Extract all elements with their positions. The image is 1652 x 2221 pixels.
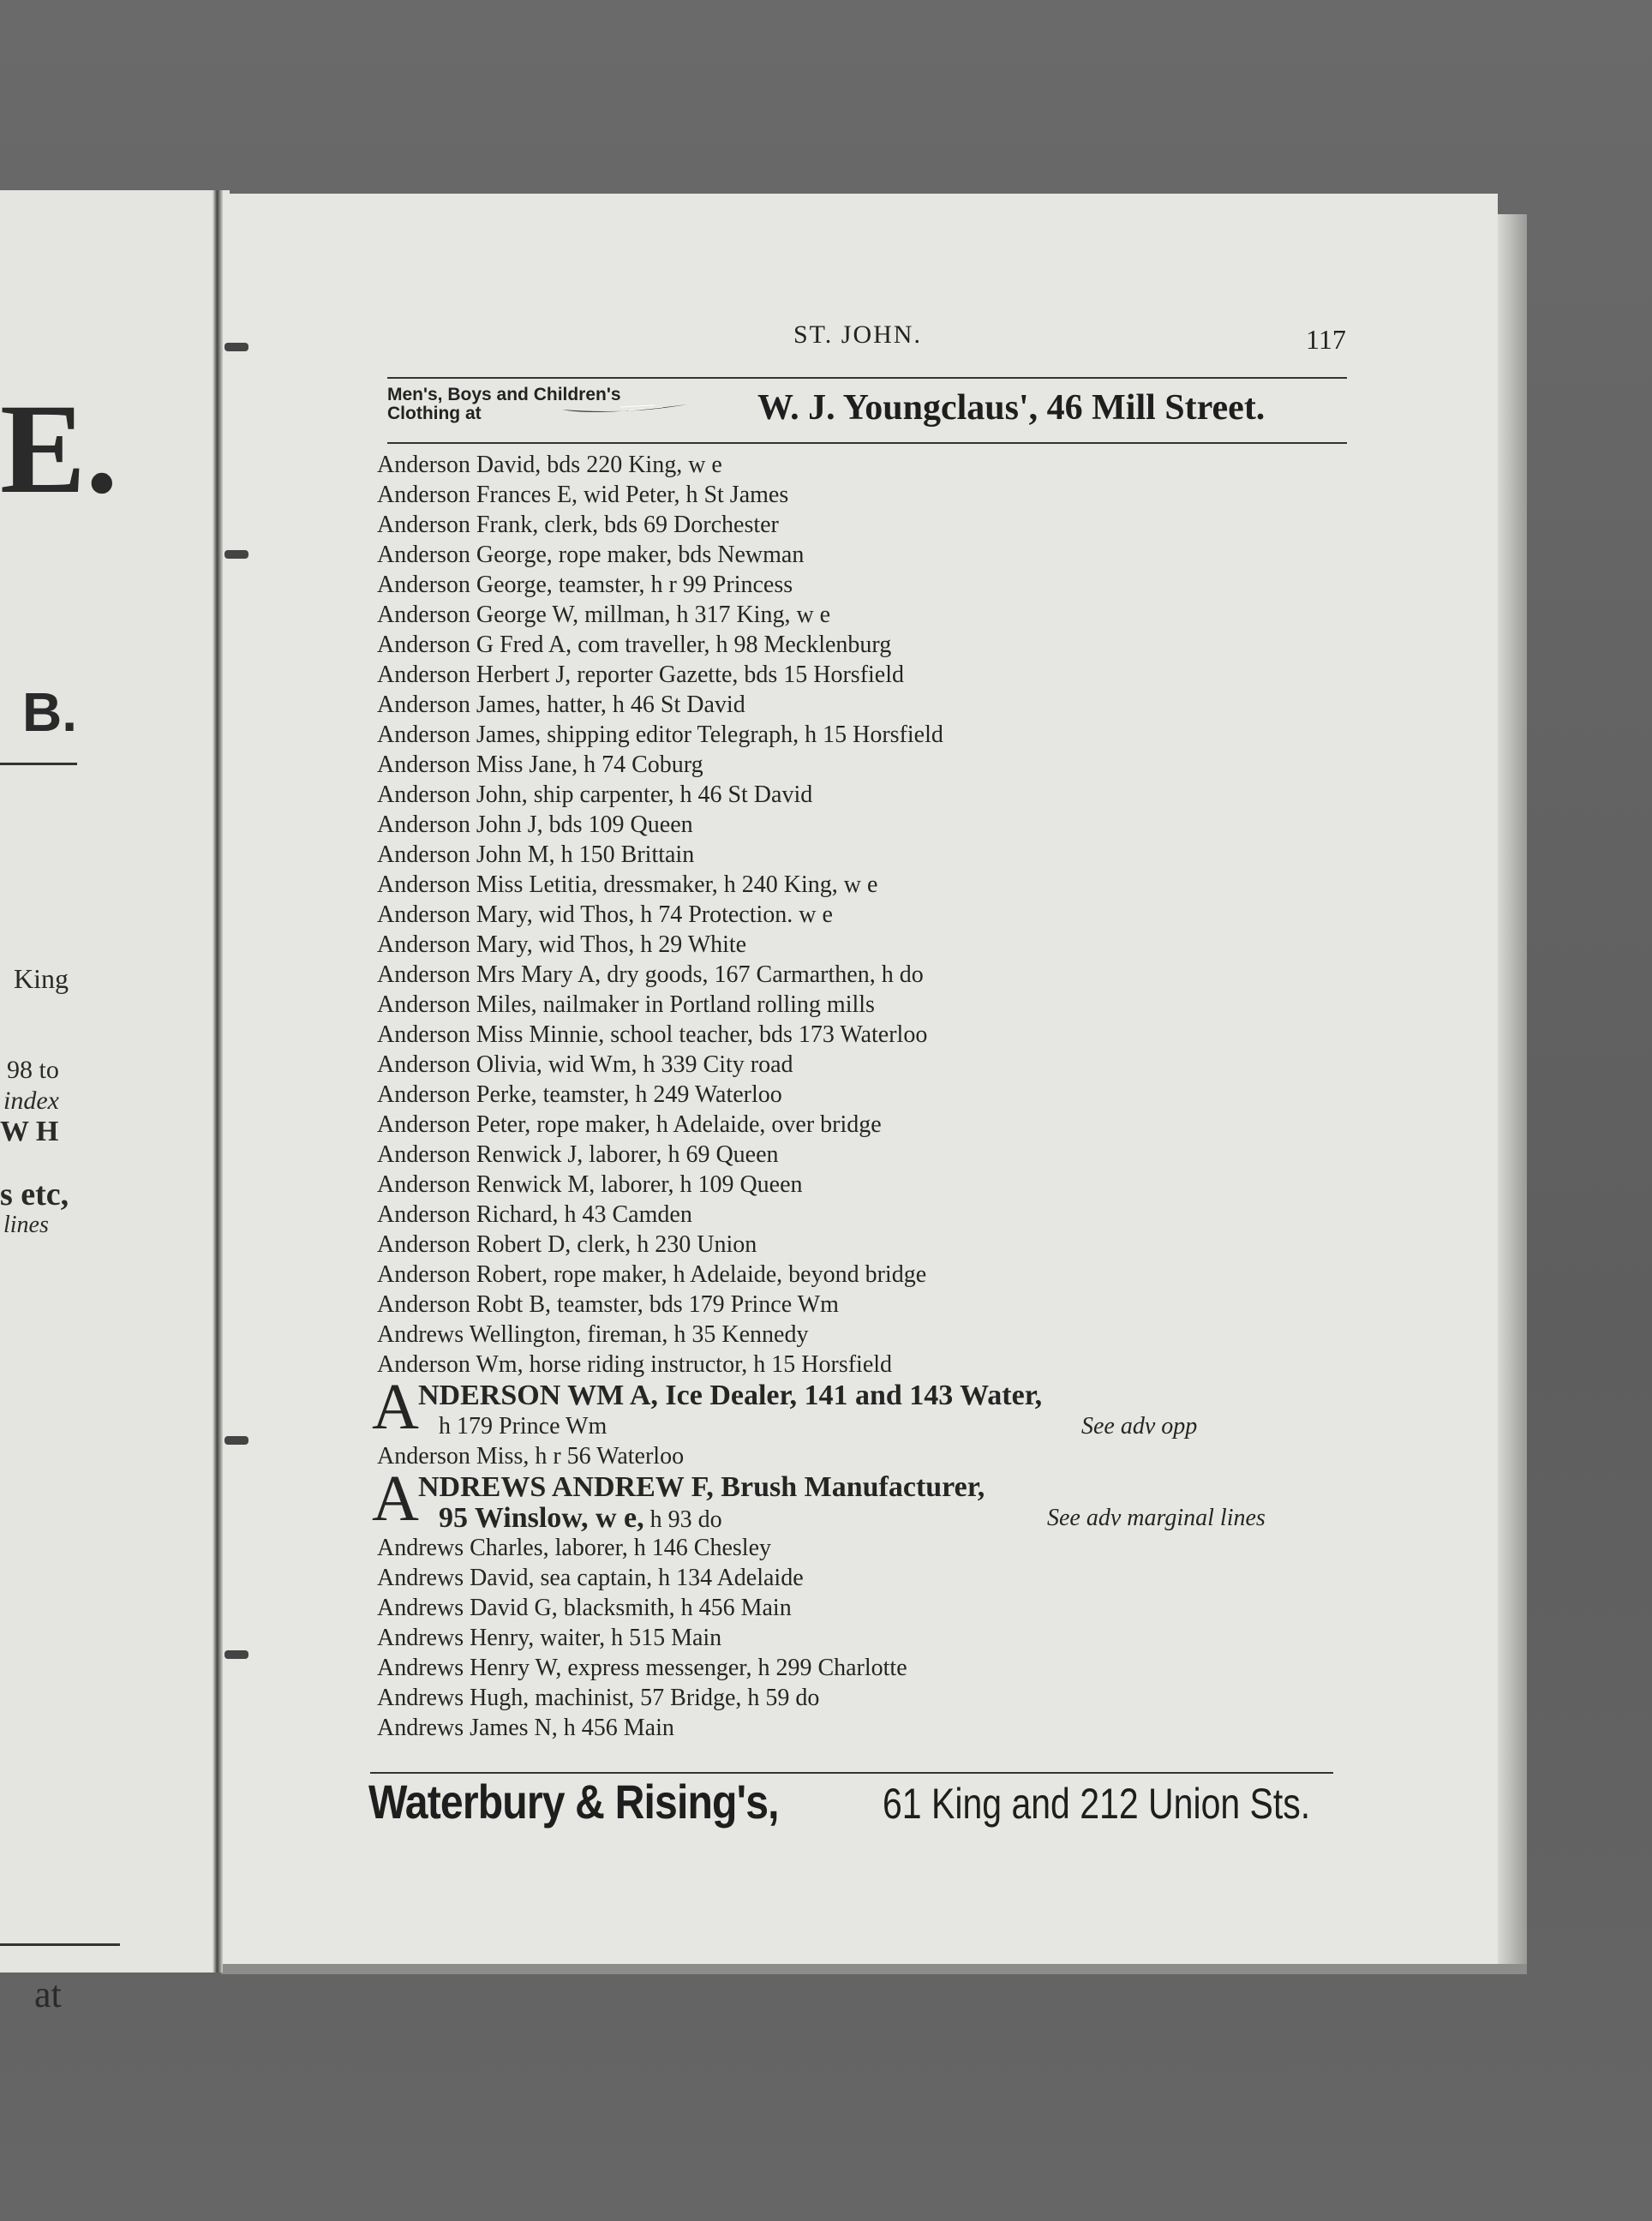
list-item: Anderson Mrs Mary A, dry goods, 167 Carmarthen, h do [377, 961, 924, 988]
left-fragment-large-letter: E. [0, 378, 118, 520]
list-item: Anderson G Fred A, com traveller, h 98 Mecklenburg [377, 632, 892, 658]
binding-stitch [224, 343, 248, 351]
list-item: Anderson Renwick M, laborer, h 109 Queen [377, 1171, 803, 1198]
header-rule [387, 377, 1347, 379]
list-item: Anderson George, rope maker, bds Newman [377, 542, 805, 568]
featured-line2-row [377, 1504, 1337, 1535]
entries-group-b [377, 1533, 1337, 1743]
featured-line2-row [377, 1412, 1337, 1441]
facing-page-fragment [0, 190, 230, 2015]
list-item: Anderson Frances E, wid Peter, h St James [377, 482, 789, 508]
list-item: Anderson John M, h 150 Brittain [377, 841, 695, 868]
featured-note: See adv opp [1081, 1413, 1198, 1440]
left-fragment-rule [0, 763, 77, 765]
list-item: Anderson Mary, wid Thos, h 29 White [377, 931, 747, 958]
list-item: Anderson John, ship carpenter, h 46 St David [377, 781, 813, 808]
list-item: Andrews James N, h 456 Main [377, 1715, 674, 1741]
list-item: Anderson Herbert J, reporter Gazette, bds 15 Horsfield [377, 662, 905, 688]
page-edge [1498, 214, 1527, 1969]
advert-rule [387, 442, 1347, 444]
left-fragment-wh: W H [0, 1116, 59, 1147]
top-advert-line1: Men's, Boys and Children's [387, 385, 621, 404]
featured-line1: NDREWS ANDREW F, Brush Manufacturer, [418, 1471, 985, 1503]
page-number: 117 [1306, 324, 1346, 355]
list-item: Andrews Henry, waiter, h 515 Main [377, 1625, 722, 1651]
list-item: Anderson Miss Letitia, dressmaker, h 240 King, w e [377, 871, 878, 898]
running-header: ST. JOHN. [793, 320, 922, 349]
list-item: Anderson Miles, nailmaker in Portland rolling mills [377, 991, 875, 1018]
list-item: Anderson Robt B, teamster, bds 179 Prince Wm [377, 1291, 839, 1318]
list-item: Andrews Wellington, fireman, h 35 Kennedy [377, 1321, 809, 1348]
binding-stitch [224, 1650, 248, 1659]
list-item: Anderson James, hatter, h 46 St David [377, 691, 745, 718]
list-item: Anderson Mary, wid Thos, h 74 Protection. w e [377, 901, 833, 928]
top-advert-headline: W. J. Youngclaus', 46 Mill Street. [757, 388, 1266, 428]
list-item: Anderson Miss Jane, h 74 Coburg [377, 751, 703, 778]
list-item: Anderson George, teamster, h r 99 Princess [377, 572, 793, 598]
list-item: Anderson Perke, teamster, h 249 Waterloo [377, 1081, 782, 1108]
footer-advert-address: 61 King and 212 Union Sts. [883, 1780, 1311, 1828]
left-fragment-king: King [14, 963, 69, 994]
book-spine [212, 190, 223, 1973]
list-item: Anderson Robert, rope maker, h Adelaide, beyond bridge [377, 1261, 927, 1288]
featured-note: See adv marginal lines [1047, 1505, 1266, 1531]
list-item: Anderson Richard, h 43 Camden [377, 1201, 692, 1228]
list-item: Anderson James, shipping editor Telegraph, h 15 Horsfield [377, 721, 943, 748]
list-item: Anderson John J, bds 109 Queen [377, 811, 693, 838]
featured-line2-bold: 95 Winslow, w e, [439, 1502, 644, 1534]
list-item: Andrews David, sea captain, h 134 Adelaide [377, 1565, 804, 1591]
list-item: Anderson Miss, h r 56 Waterloo [377, 1443, 685, 1470]
list-item: Anderson Renwick J, laborer, h 69 Queen [377, 1141, 779, 1168]
top-advert-line2: Clothing at [387, 404, 482, 423]
footer-advert-name: Waterbury & Rising's, [368, 1775, 779, 1829]
list-item: Anderson Frank, clerk, bds 69 Dorchester [377, 512, 779, 538]
left-fragment-index: index [3, 1087, 59, 1115]
featured-line2: h 179 Prince Wm [439, 1413, 608, 1440]
list-item: Andrews Henry W, express messenger, h 299 Charlotte [377, 1655, 907, 1681]
dropcap: A [372, 1371, 419, 1443]
dropcap: A [372, 1463, 419, 1535]
left-fragment-at: at [34, 1973, 62, 2015]
binding-stitch [224, 550, 248, 559]
left-fragment-bottom-rule [0, 1943, 120, 1946]
list-item: Andrews Charles, laborer, h 146 Chesley [377, 1535, 771, 1561]
featured-entry-andrews-andrew [372, 1463, 1337, 1535]
page-bottom-edge [221, 1964, 1527, 1974]
list-item: Anderson Olivia, wid Wm, h 339 City road [377, 1051, 793, 1078]
list-item: Anderson Peter, rope maker, h Adelaide, over bridge [377, 1111, 882, 1138]
footer-advert [368, 1774, 1311, 1829]
list-item: Andrews Hugh, machinist, 57 Bridge, h 59 do [377, 1685, 820, 1711]
list-item: Andrews David G, blacksmith, h 456 Main [377, 1595, 792, 1621]
list-item: Anderson Wm, horse riding instructor, h 15 Horsfield [377, 1351, 893, 1378]
featured-line2-rest: h 93 do [649, 1506, 722, 1533]
list-item: Anderson Robert D, clerk, h 230 Union [377, 1231, 757, 1258]
left-fragment-lines: lines [3, 1212, 49, 1238]
ornament-arrow-icon [560, 403, 689, 416]
left-fragment-etc: s etc, [0, 1176, 69, 1212]
left-fragment-98-to: 98 to [7, 1056, 59, 1084]
binding-stitch [224, 1436, 248, 1445]
directory-listing [372, 450, 1337, 1743]
list-item: Anderson Miss Minnie, school teacher, bds 173 Waterloo [377, 1021, 928, 1048]
entries-group-a [377, 450, 1337, 1380]
featured-entry-anderson-wm [372, 1371, 1337, 1443]
list-item: Anderson George W, millman, h 317 King, w e [377, 602, 831, 628]
featured-line1: NDERSON WM A, Ice Dealer, 141 and 143 Water, [418, 1380, 1043, 1411]
left-fragment-b: B. [22, 681, 77, 743]
list-item: Anderson David, bds 220 King, w e [377, 452, 722, 478]
